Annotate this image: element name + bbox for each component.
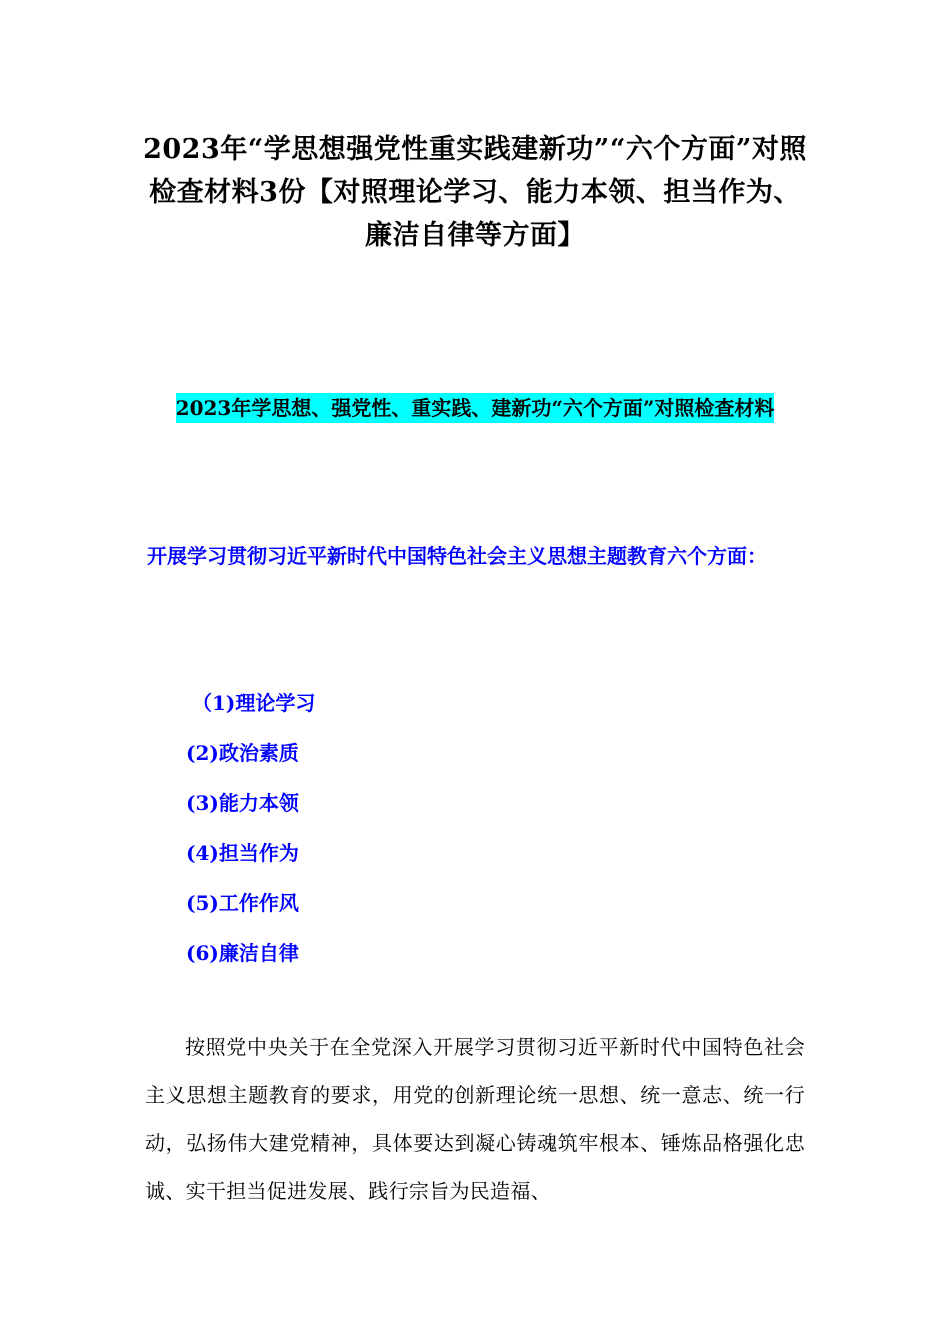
aspect-item: （1)理论学习 [192,691,316,715]
aspects-list [186,678,315,978]
aspect-item: (5)工作作风 [186,891,299,915]
subtitle-highlight-text: 2023年学思想、强党性、重实践、建新功“六个方面”对照检查材料 [176,393,775,423]
aspect-item: (4)担当作为 [186,841,299,865]
aspect-item: (2)政治素质 [186,741,299,765]
body-paragraph: 按照党中央关于在全党深入开展学习贯彻习近平新时代中国特色社会主义思想主题教育的要求，用党的创新理论统一思想、统一意志、统一行动，弘扬伟大建党精神，具体要达到凝心铸魂筑牢根本、锤炼品格强化忠诚、实干担当促进发展、践行宗旨为民造福、 [145,1035,805,1203]
aspect-item: (3)能力本领 [186,791,299,815]
highlighted-subtitle [143,384,807,432]
intro-heading: 开展学习贯彻习近平新时代中国特色社会主义思想主题教育六个方面： [147,544,767,568]
aspect-item: (6)廉洁自律 [186,941,299,965]
document-title: 2023年“学思想强党性重实践建新功”“六个方面”对照检查材料3份【对照理论学习、能力本领、担当作为、廉洁自律等方面】 [143,134,807,251]
